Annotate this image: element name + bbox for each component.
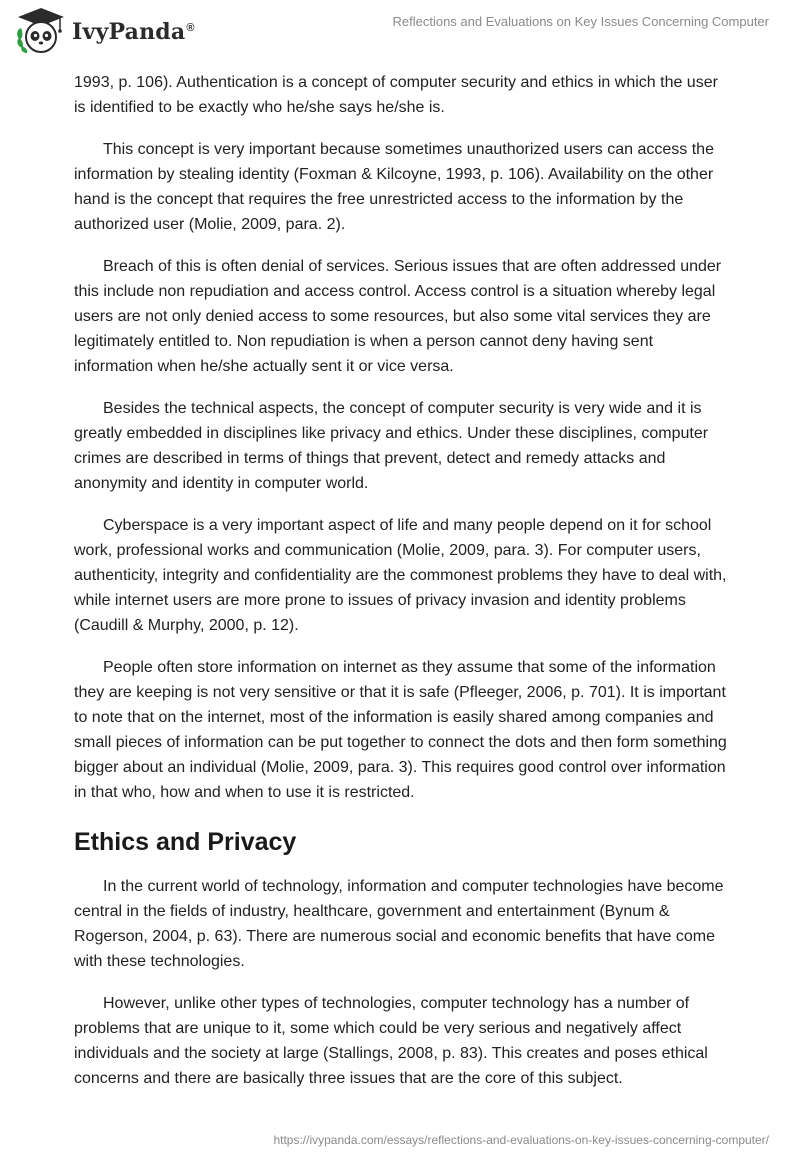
paragraph: This concept is very important because sometimes unauthorized users can access the information by stealing identity (Foxman & Kilcoyne, 1993, p. 106). Availability on the other hand is the concept that requires the free unrestricted access to the information by the authorized user (Molie, 2009, para. 2). <box>74 141 714 233</box>
panda-graduate-logo-icon <box>14 6 68 56</box>
paragraph: In the current world of technology, information and computer technologies have become central in the fields of industry, healthcare, government and entertainment (Bynum & Rogerson, 2004, p. 63). There are numerous social and economic benefits that have come with these technologies. <box>74 878 724 970</box>
paragraph: However, unlike other types of technologies, computer technology has a number of problems that are unique to it, some which could be very serious and negatively affect individuals and the society at large (Stallings, 2008, p. 83). This creates and poses ethical concerns and there are basically three issues that are the core of this subject. <box>74 995 708 1087</box>
logo-wordmark: IvyPanda® <box>72 19 195 45</box>
section-heading: Ethics and Privacy <box>74 828 297 856</box>
paragraph: Besides the technical aspects, the concept of computer security is very wide and it is greatly embedded in disciplines like privacy and ethics. Under these disciplines, computer crimes are described in terms of things that prevent, detect and remedy attacks and anonymity and identity in computer world. <box>74 400 709 492</box>
page-header <box>0 0 800 64</box>
document-title: Reflections and Evaluations on Key Issues Concerning Computer <box>392 14 769 29</box>
ivypanda-logo[interactable] <box>14 6 195 56</box>
essay-body <box>74 70 730 1108</box>
paragraph: People often store information on internet as they assume that some of the information they are keeping is not very sensitive or that it is safe (Pfleeger, 2006, p. 701). It is important to note that on the internet, most of the information is easily shared among companies and small pieces of information can be put together to connect the dots and then form something bigger about an individual (Molie, 2009, para. 3). This requires good control over information in that who, how and when to use it is restricted. <box>74 659 727 801</box>
paragraph: Breach of this is often denial of services. Serious issues that are often addressed under this include non repudiation and access control. Access control is a situation whereby legal users are not only denied access to some resources, but also some vital services they are legitimately entitled to. Non repudiation is when a person cannot deny having sent information when he/she actually sent it or vice versa. <box>74 258 722 375</box>
paragraph: 1993, p. 106). Authentication is a concept of computer security and ethics in which the user is identified to be exactly who he/she says he/she is. <box>74 74 718 116</box>
paragraph: Cyberspace is a very important aspect of life and many people depend on it for school work, professional works and communication (Molie, 2009, para. 3). For computer users, authenticity, integrity and confidentiality are the commonest problems they have to deal with, while internet users are more prone to issues of privacy invasion and identity problems (Caudill & Murphy, 2000, p. 12). <box>74 517 727 634</box>
source-url[interactable]: https://ivypanda.com/essays/reflections-and-evaluations-on-key-issues-concerning-computer/ <box>273 1133 769 1147</box>
